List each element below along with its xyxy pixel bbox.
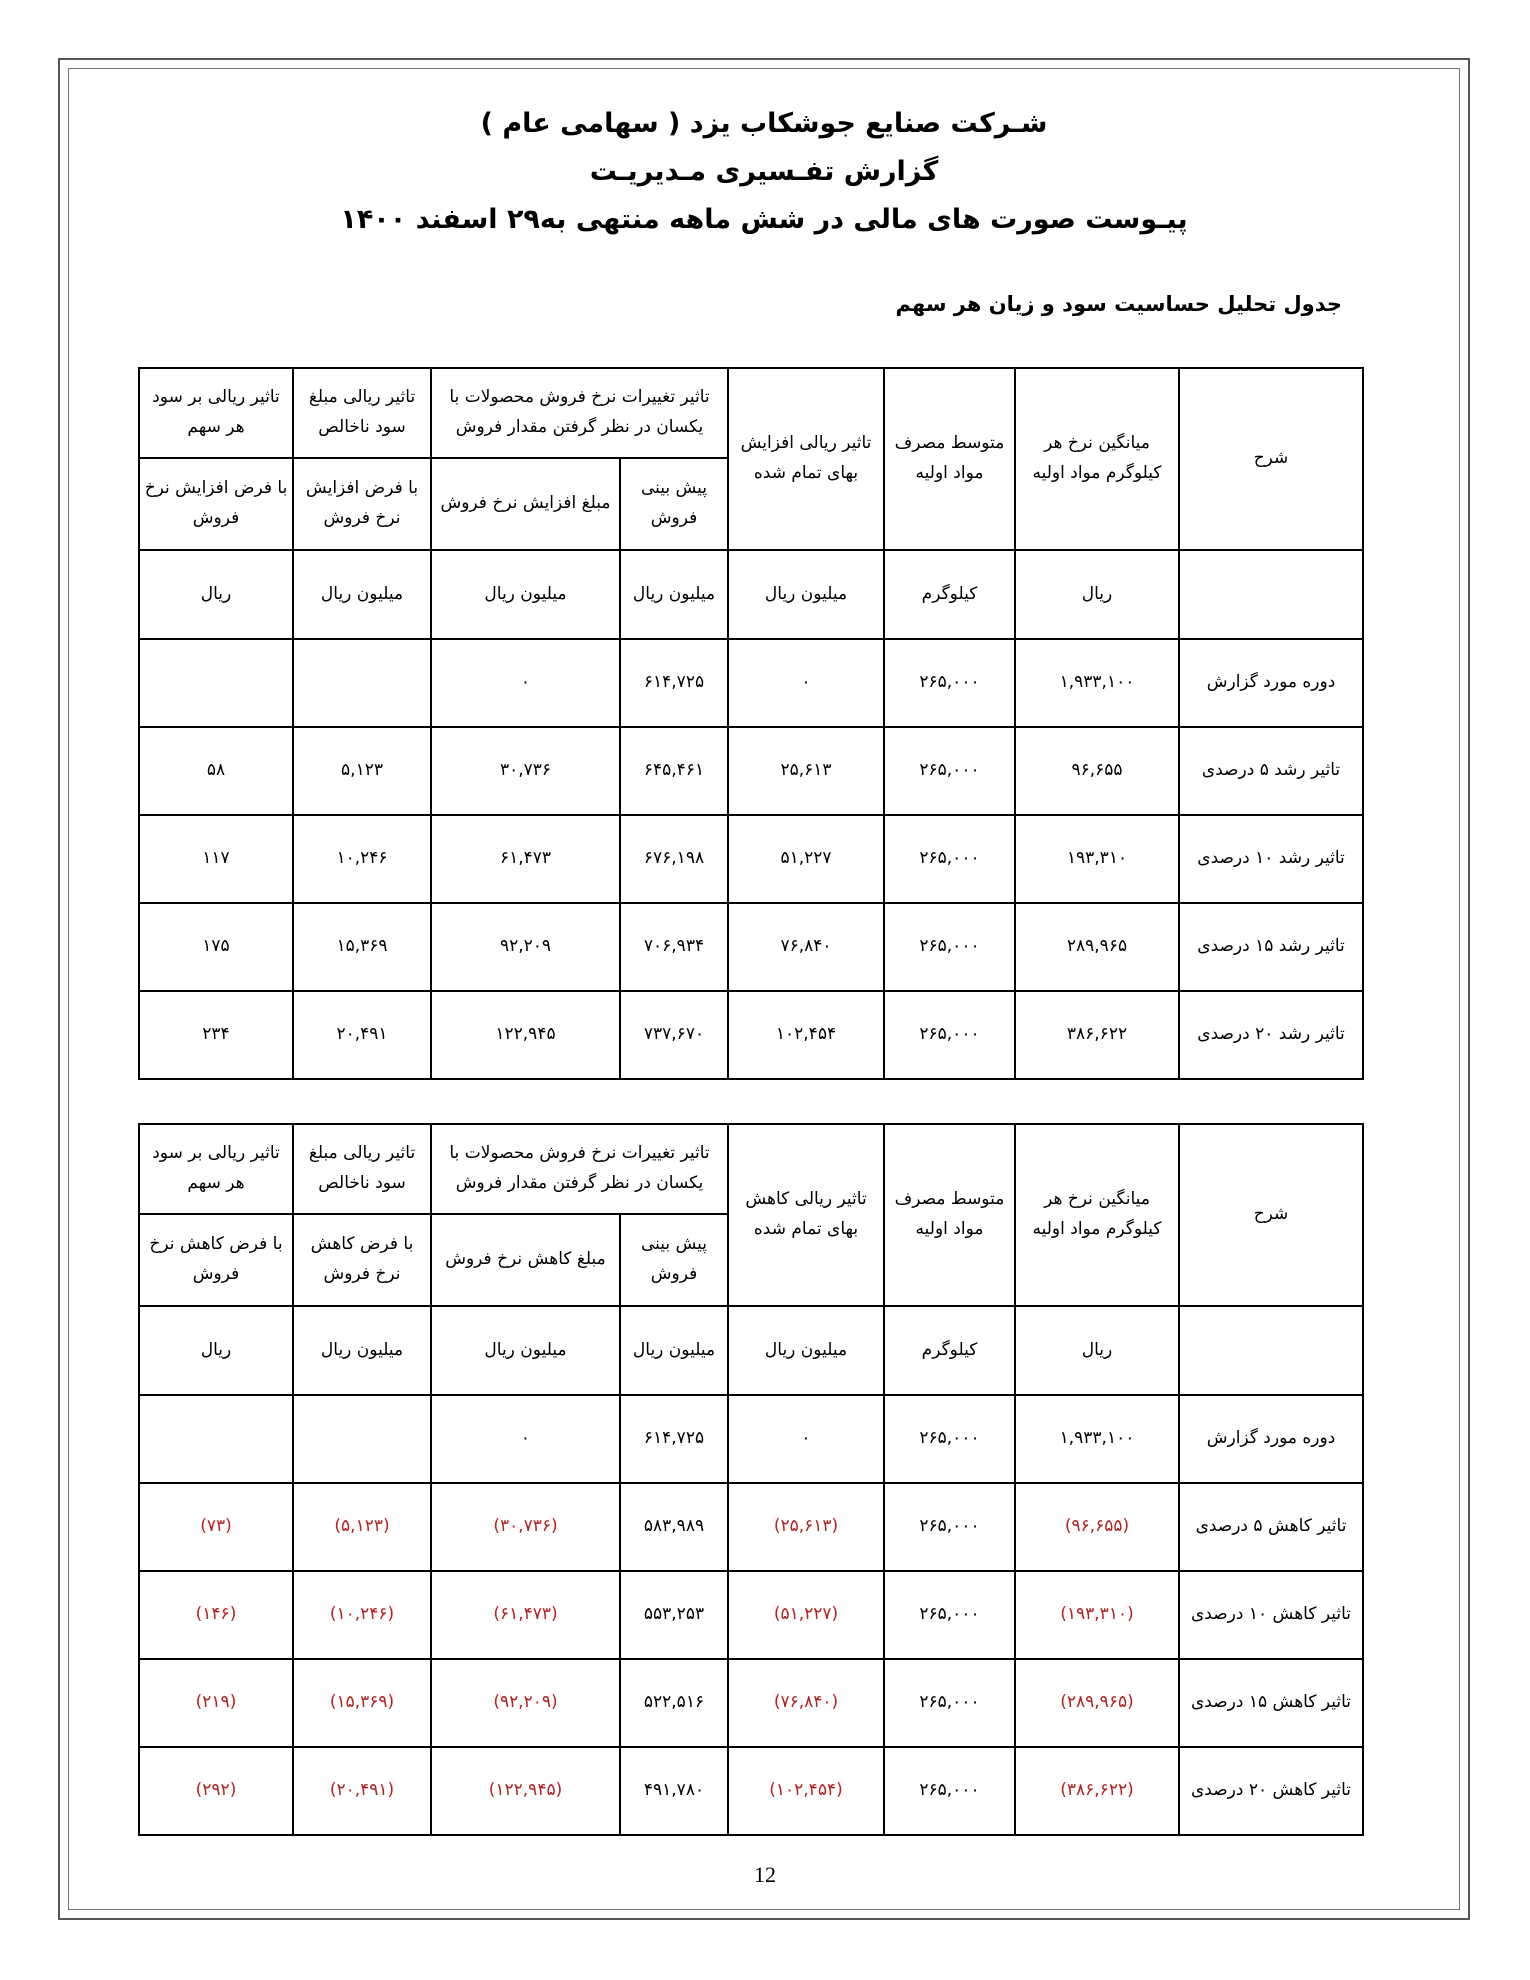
unit-cell: کیلوگرم <box>884 550 1015 639</box>
cell-cost-effect: ۵۱,۲۲۷ <box>728 815 884 903</box>
cell-rate-change: ۳۰,۷۳۶ <box>431 727 620 815</box>
row-label: تاثیر کاهش ۱۵ درصدی <box>1179 1659 1363 1747</box>
header-sales-rate-effect: تاثیر تغییرات نرخ فروش محصولات با یکسان در نظر گرفتن مقدار فروش <box>431 1124 728 1214</box>
cell-rate-change: ۰ <box>431 1395 620 1483</box>
table-row <box>139 727 1363 815</box>
unit-cell: میلیون ریال <box>620 550 728 639</box>
cell-consumption: ۲۶۵,۰۰۰ <box>884 1483 1015 1571</box>
header-cost-effect: تاثیر ریالی افزایش بهای تمام شده <box>728 368 884 550</box>
cell-eps <box>139 1395 293 1483</box>
table-row <box>139 1571 1363 1659</box>
cell-forecast: ۷۰۶,۹۳۴ <box>620 903 728 991</box>
cell-forecast: ۶۴۵,۴۶۱ <box>620 727 728 815</box>
cell-forecast: ۵۵۳,۲۵۳ <box>620 1571 728 1659</box>
unit-cell: ریال <box>1015 550 1179 639</box>
header-cost-effect: تاثیر ریالی کاهش بهای تمام شده <box>728 1124 884 1306</box>
cell-gross-profit: (۱۵,۳۶۹) <box>293 1659 431 1747</box>
unit-cell: ریال <box>1015 1306 1179 1395</box>
table-row <box>139 639 1363 727</box>
cell-rate-change: (۶۱,۴۷۳) <box>431 1571 620 1659</box>
page-number: 12 <box>754 1862 776 1887</box>
cell-forecast: ۴۹۱,۷۸۰ <box>620 1747 728 1835</box>
appendix-title: پیـوست صورت های مالی در شش ماهه منتهی به۲۹ اسفند ۱۴۰۰ <box>340 204 1188 235</box>
cell-cost-effect: (۲۵,۶۱۳) <box>728 1483 884 1571</box>
cell-consumption: ۲۶۵,۰۰۰ <box>884 1659 1015 1747</box>
cell-cost-effect: (۷۶,۸۴۰) <box>728 1659 884 1747</box>
section-title: جدول تحلیل حساسیت سود و زیان هر سهم <box>895 292 1342 316</box>
cell-avg-price: (۱۹۳,۳۱۰) <box>1015 1571 1179 1659</box>
cell-consumption: ۲۶۵,۰۰۰ <box>884 991 1015 1079</box>
cell-gross-profit: (۲۰,۴۹۱) <box>293 1747 431 1835</box>
cell-avg-price: ۳۸۶,۶۲۲ <box>1015 991 1179 1079</box>
cell-avg-price: (۳۸۶,۶۲۲) <box>1015 1747 1179 1835</box>
cell-forecast: ۶۷۶,۱۹۸ <box>620 815 728 903</box>
cell-cost-effect: ۷۶,۸۴۰ <box>728 903 884 991</box>
cell-rate-change: ۹۲,۲۰۹ <box>431 903 620 991</box>
cell-rate-change: ۶۱,۴۷۳ <box>431 815 620 903</box>
cell-gross-profit: ۱۵,۳۶۹ <box>293 903 431 991</box>
cell-eps: (۷۳) <box>139 1483 293 1571</box>
table-row <box>139 1747 1363 1835</box>
unit-cell: میلیون ریال <box>728 1306 884 1395</box>
cell-gross-profit: (۱۰,۲۴۶) <box>293 1571 431 1659</box>
cell-cost-effect: (۵۱,۲۲۷) <box>728 1571 884 1659</box>
table-row <box>139 1395 1363 1483</box>
cell-cost-effect: ۰ <box>728 1395 884 1483</box>
cell-cost-effect: ۲۵,۶۱۳ <box>728 727 884 815</box>
header-avg-price: میانگین نرخ هر کیلوگرم مواد اولیه <box>1015 368 1179 550</box>
header-description: شرح <box>1179 368 1363 550</box>
header-avg-price: میانگین نرخ هر کیلوگرم مواد اولیه <box>1015 1124 1179 1306</box>
header-eps-sub: با فرض افزایش نرخ فروش <box>139 458 293 550</box>
unit-cell: میلیون ریال <box>620 1306 728 1395</box>
header-avg-consumption: متوسط مصرف مواد اولیه <box>884 1124 1015 1306</box>
cell-forecast: ۷۳۷,۶۷۰ <box>620 991 728 1079</box>
table-row <box>139 1483 1363 1571</box>
cell-eps: (۱۴۶) <box>139 1571 293 1659</box>
cell-eps <box>139 639 293 727</box>
cell-consumption: ۲۶۵,۰۰۰ <box>884 727 1015 815</box>
header-gross-profit-effect: تاثیر ریالی مبلغ سود ناخالص <box>293 1124 431 1214</box>
table-row <box>139 1659 1363 1747</box>
cell-rate-change: (۱۲۲,۹۴۵) <box>431 1747 620 1835</box>
row-label: تاثیر رشد ۲۰ درصدی <box>1179 991 1363 1079</box>
unit-cell: میلیون ریال <box>293 550 431 639</box>
row-label: دوره مورد گزارش <box>1179 639 1363 727</box>
cell-avg-price: ۱,۹۳۳,۱۰۰ <box>1015 639 1179 727</box>
cell-eps: (۲۱۹) <box>139 1659 293 1747</box>
cell-gross-profit: (۵,۱۲۳) <box>293 1483 431 1571</box>
cell-gross-profit: ۱۰,۲۴۶ <box>293 815 431 903</box>
cell-avg-price: ۱۹۳,۳۱۰ <box>1015 815 1179 903</box>
cell-forecast: ۵۸۳,۹۸۹ <box>620 1483 728 1571</box>
row-label: تاثیر کاهش ۲۰ درصدی <box>1179 1747 1363 1835</box>
header-eps-effect: تاثیر ریالی بر سود هر سهم <box>139 1124 293 1214</box>
cell-eps: (۲۹۲) <box>139 1747 293 1835</box>
header-description: شرح <box>1179 1124 1363 1306</box>
cell-gross-profit: ۵,۱۲۳ <box>293 727 431 815</box>
table-row <box>139 815 1363 903</box>
cell-rate-change: (۹۲,۲۰۹) <box>431 1659 620 1747</box>
cell-rate-change: ۱۲۲,۹۴۵ <box>431 991 620 1079</box>
header-gross-profit-effect: تاثیر ریالی مبلغ سود ناخالص <box>293 368 431 458</box>
row-label: تاثیر رشد ۵ درصدی <box>1179 727 1363 815</box>
row-label: دوره مورد گزارش <box>1179 1395 1363 1483</box>
cell-cost-effect: ۱۰۲,۴۵۴ <box>728 991 884 1079</box>
header-sales-rate-effect: تاثیر تغییرات نرخ فروش محصولات با یکسان در نظر گرفتن مقدار فروش <box>431 368 728 458</box>
unit-cell: میلیون ریال <box>431 1306 620 1395</box>
sensitivity-table-decrease <box>138 1123 1364 1836</box>
sensitivity-table-increase <box>138 367 1364 1080</box>
unit-cell: میلیون ریال <box>431 550 620 639</box>
header-gross-profit-sub: با فرض کاهش نرخ فروش <box>293 1214 431 1306</box>
unit-cell: میلیون ریال <box>293 1306 431 1395</box>
unit-cell: ریال <box>139 1306 293 1395</box>
header-avg-consumption: متوسط مصرف مواد اولیه <box>884 368 1015 550</box>
cell-gross-profit: ۲۰,۴۹۱ <box>293 991 431 1079</box>
cell-avg-price: ۹۶,۶۵۵ <box>1015 727 1179 815</box>
cell-eps: ۱۷۵ <box>139 903 293 991</box>
cell-forecast: ۵۲۲,۵۱۶ <box>620 1659 728 1747</box>
header-rate-change-amount: مبلغ کاهش نرخ فروش <box>431 1214 620 1306</box>
header-eps-effect: تاثیر ریالی بر سود هر سهم <box>139 368 293 458</box>
row-label: تاثیر کاهش ۱۰ درصدی <box>1179 1571 1363 1659</box>
unit-cell: کیلوگرم <box>884 1306 1015 1395</box>
table-row <box>139 991 1363 1079</box>
cell-consumption: ۲۶۵,۰۰۰ <box>884 815 1015 903</box>
cell-eps: ۱۱۷ <box>139 815 293 903</box>
row-label: تاثیر رشد ۱۰ درصدی <box>1179 815 1363 903</box>
cell-eps: ۲۳۴ <box>139 991 293 1079</box>
company-title: شـرکت صنایع جوشکاب یزد ( سهامی عام ) <box>480 108 1048 139</box>
header-rate-change-amount: مبلغ افزایش نرخ فروش <box>431 458 620 550</box>
cell-consumption: ۲۶۵,۰۰۰ <box>884 1747 1015 1835</box>
cell-avg-price: (۲۸۹,۹۶۵) <box>1015 1659 1179 1747</box>
table-row <box>139 903 1363 991</box>
unit-cell: میلیون ریال <box>728 550 884 639</box>
unit-cell <box>1179 1306 1363 1395</box>
report-title: گزارش تفـسیری مـدیریـت <box>589 156 939 187</box>
unit-cell: ریال <box>139 550 293 639</box>
cell-consumption: ۲۶۵,۰۰۰ <box>884 1395 1015 1483</box>
cell-avg-price: ۱,۹۳۳,۱۰۰ <box>1015 1395 1179 1483</box>
header-sales-forecast: پیش بینی فروش <box>620 458 728 550</box>
cell-consumption: ۲۶۵,۰۰۰ <box>884 1571 1015 1659</box>
unit-cell <box>1179 550 1363 639</box>
cell-rate-change: ۰ <box>431 639 620 727</box>
cell-avg-price: (۹۶,۶۵۵) <box>1015 1483 1179 1571</box>
cell-eps: ۵۸ <box>139 727 293 815</box>
cell-gross-profit <box>293 639 431 727</box>
cell-forecast: ۶۱۴,۷۲۵ <box>620 1395 728 1483</box>
header-gross-profit-sub: با فرض افزایش نرخ فروش <box>293 458 431 550</box>
cell-consumption: ۲۶۵,۰۰۰ <box>884 639 1015 727</box>
cell-cost-effect: (۱۰۲,۴۵۴) <box>728 1747 884 1835</box>
cell-cost-effect: ۰ <box>728 639 884 727</box>
header-sales-forecast: پیش بینی فروش <box>620 1214 728 1306</box>
row-label: تاثیر کاهش ۵ درصدی <box>1179 1483 1363 1571</box>
cell-rate-change: (۳۰,۷۳۶) <box>431 1483 620 1571</box>
header-eps-sub: با فرض کاهش نرخ فروش <box>139 1214 293 1306</box>
cell-consumption: ۲۶۵,۰۰۰ <box>884 903 1015 991</box>
cell-avg-price: ۲۸۹,۹۶۵ <box>1015 903 1179 991</box>
row-label: تاثیر رشد ۱۵ درصدی <box>1179 903 1363 991</box>
cell-forecast: ۶۱۴,۷۲۵ <box>620 639 728 727</box>
cell-gross-profit <box>293 1395 431 1483</box>
